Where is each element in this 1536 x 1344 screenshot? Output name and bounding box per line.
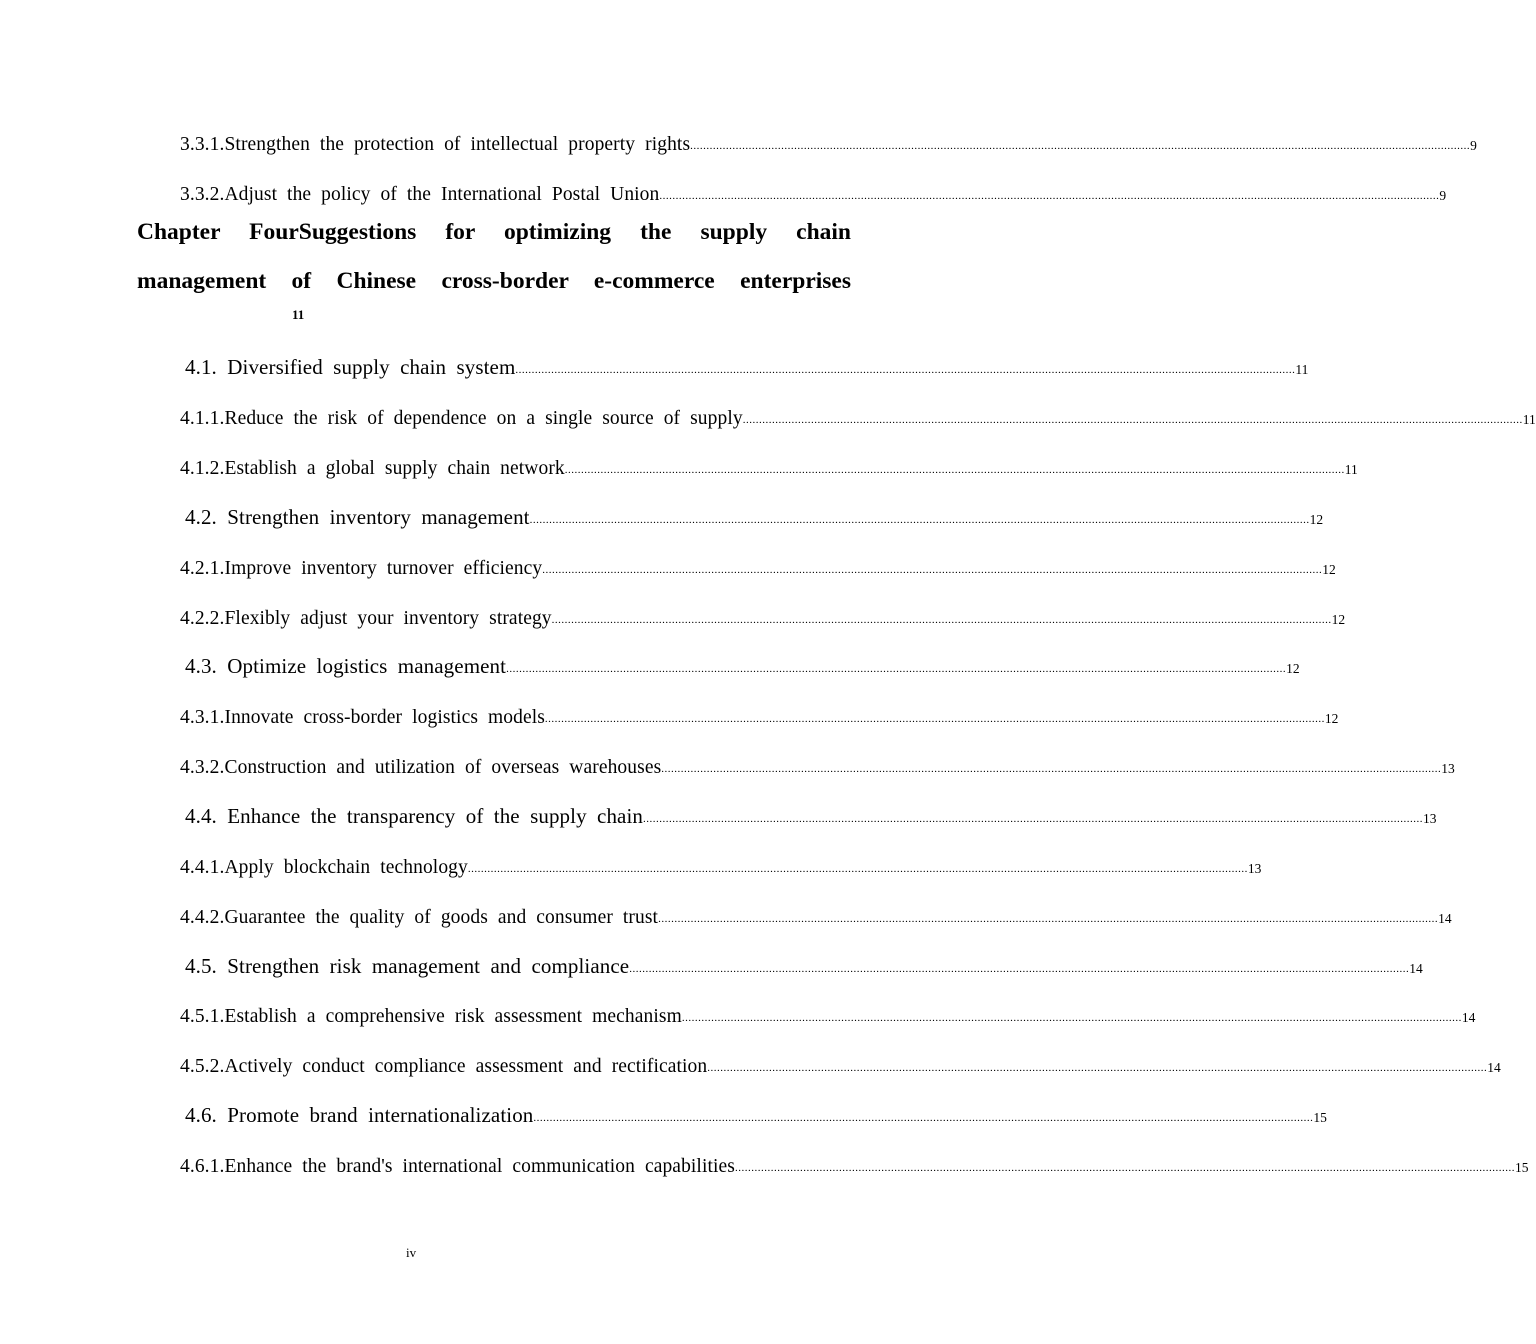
dot-leader: ................................................................................................................................................................................................................................................	[506, 663, 1287, 675]
toc-entry-section[interactable]	[185, 949, 1423, 979]
toc-entry-label: 4.5. Strengthen risk management and compliance	[185, 954, 630, 978]
toc-entry-page: 13	[1441, 761, 1455, 776]
toc-entry-page: 9	[1470, 138, 1477, 153]
chapter-title-line-2: management of Chinese cross-border e-commerce enterprises	[137, 268, 851, 294]
dot-leader: ................................................................................................................................................................................................................................................	[533, 1112, 1314, 1124]
toc-entry-label: 4.3. Optimize logistics management	[185, 654, 507, 678]
toc-entry[interactable]	[180, 749, 1455, 779]
toc-entry-page: 12	[1331, 612, 1346, 627]
toc-entry-page: 9	[1439, 188, 1447, 203]
dot-leader: ................................................................................................................................................................................................................................................	[681, 1012, 1462, 1024]
toc-entry[interactable]	[180, 550, 1336, 580]
toc-entry-section[interactable]	[185, 350, 1309, 380]
toc-entry-label: 4.2.1.Improve inventory turnover efficiency	[180, 558, 543, 579]
toc-entry-label: 4.2.2.Flexibly adjust your inventory strategy	[180, 608, 552, 629]
toc-entry-page: 15	[1514, 1160, 1529, 1175]
toc-entry-label: 4.6. Promote brand internationalization	[185, 1103, 534, 1127]
toc-entry[interactable]	[180, 126, 1477, 156]
toc-entry[interactable]	[180, 849, 1262, 879]
dot-leader: ................................................................................................................................................................................................................................................	[742, 414, 1523, 426]
toc-entry-page: 14	[1409, 961, 1423, 976]
toc-entry-page: 11	[1344, 462, 1358, 477]
toc-entry-label: 4.1. Diversified supply chain system	[185, 355, 516, 379]
toc-entry[interactable]	[180, 176, 1447, 206]
dot-leader: ................................................................................................................................................................................................................................................	[707, 1062, 1488, 1074]
dot-leader: ................................................................................................................................................................................................................................................	[734, 1162, 1515, 1174]
dot-leader: ................................................................................................................................................................................................................................................	[564, 464, 1345, 476]
toc-entry-section[interactable]	[185, 1098, 1327, 1128]
toc-entry-label: 4.6.1.Enhance the brand's international communication capabilities	[180, 1156, 735, 1177]
toc-entry-page: 14	[1438, 911, 1452, 926]
toc-entry-page: 12	[1286, 661, 1300, 676]
toc-entry-page: 11	[1522, 412, 1536, 427]
toc-entry-page: 14	[1487, 1060, 1501, 1075]
toc-entry-label: 4.3.2.Construction and utilization of overseas warehouses	[180, 757, 662, 778]
toc-entry-label: 4.4. Enhance the transparency of the supply chain	[185, 804, 644, 828]
toc-entry[interactable]	[180, 600, 1346, 630]
toc-entry[interactable]	[180, 699, 1339, 729]
toc-entry[interactable]	[180, 899, 1452, 929]
toc-entry-label: 4.3.1.Innovate cross-border logistics models	[180, 707, 545, 728]
toc-entry-page: 13	[1247, 861, 1262, 876]
chapter-page-number: 11	[292, 307, 305, 322]
toc-entry-label: 4.1.1.Reduce the risk of dependence on a single source of supply	[180, 408, 743, 429]
toc-entry-page: 15	[1313, 1110, 1327, 1125]
toc-entry[interactable]	[180, 998, 1476, 1028]
dot-leader: ................................................................................................................................................................................................................................................	[467, 863, 1248, 875]
toc-entry-section[interactable]	[185, 500, 1324, 530]
dot-leader: ................................................................................................................................................................................................................................................	[658, 913, 1439, 925]
dot-leader: ................................................................................................................................................................................................................................................	[542, 564, 1323, 576]
toc-entry-page: 12	[1309, 512, 1324, 527]
dot-leader: ................................................................................................................................................................................................................................................	[643, 813, 1424, 825]
toc-entry-page: 12	[1322, 562, 1336, 577]
dot-leader: ................................................................................................................................................................................................................................................	[690, 140, 1471, 152]
footer-page-number: iv	[406, 1245, 417, 1260]
dot-leader: ................................................................................................................................................................................................................................................	[659, 190, 1440, 202]
toc-entry[interactable]	[180, 1048, 1501, 1078]
toc-entry-page: 14	[1461, 1010, 1476, 1025]
toc-entry-label: 3.3.2.Adjust the policy of the International Postal Union	[180, 184, 660, 205]
dot-leader: ................................................................................................................................................................................................................................................	[551, 614, 1332, 626]
toc-entry-label: 4.2. Strengthen inventory management	[185, 505, 530, 529]
dot-leader: ................................................................................................................................................................................................................................................	[661, 763, 1442, 775]
toc-entry-section[interactable]	[185, 649, 1300, 679]
chapter-title-line-1: Chapter FourSuggestions for optimizing the supply chain	[137, 219, 851, 245]
toc-entry-page: 11	[1295, 362, 1309, 377]
toc-entry-section[interactable]	[185, 799, 1437, 829]
toc-entry-page: 12	[1324, 711, 1339, 726]
toc-entry-label: 4.5.2.Actively conduct compliance assessment and rectification	[180, 1056, 708, 1077]
toc-entry[interactable]	[180, 1148, 1529, 1178]
toc-entry[interactable]	[180, 450, 1358, 480]
dot-leader: ................................................................................................................................................................................................................................................	[544, 713, 1325, 725]
dot-leader: ................................................................................................................................................................................................................................................	[629, 963, 1410, 975]
dot-leader: ................................................................................................................................................................................................................................................	[529, 514, 1310, 526]
chapter-heading[interactable]	[137, 219, 851, 322]
toc-entry-label: 4.1.2.Establish a global supply chain network	[180, 458, 565, 479]
toc-entry[interactable]	[180, 400, 1536, 430]
toc-entry-label: 3.3.1.Strengthen the protection of intellectual property rights	[180, 134, 691, 155]
toc-entry-page: 13	[1423, 811, 1437, 826]
dot-leader: ................................................................................................................................................................................................................................................	[515, 364, 1296, 376]
toc-entry-label: 4.4.1.Apply blockchain technology	[180, 857, 468, 878]
toc-entry-label: 4.5.1.Establish a comprehensive risk assessment mechanism	[180, 1006, 682, 1027]
toc-entry-label: 4.4.2.Guarantee the quality of goods and consumer trust	[180, 907, 659, 928]
